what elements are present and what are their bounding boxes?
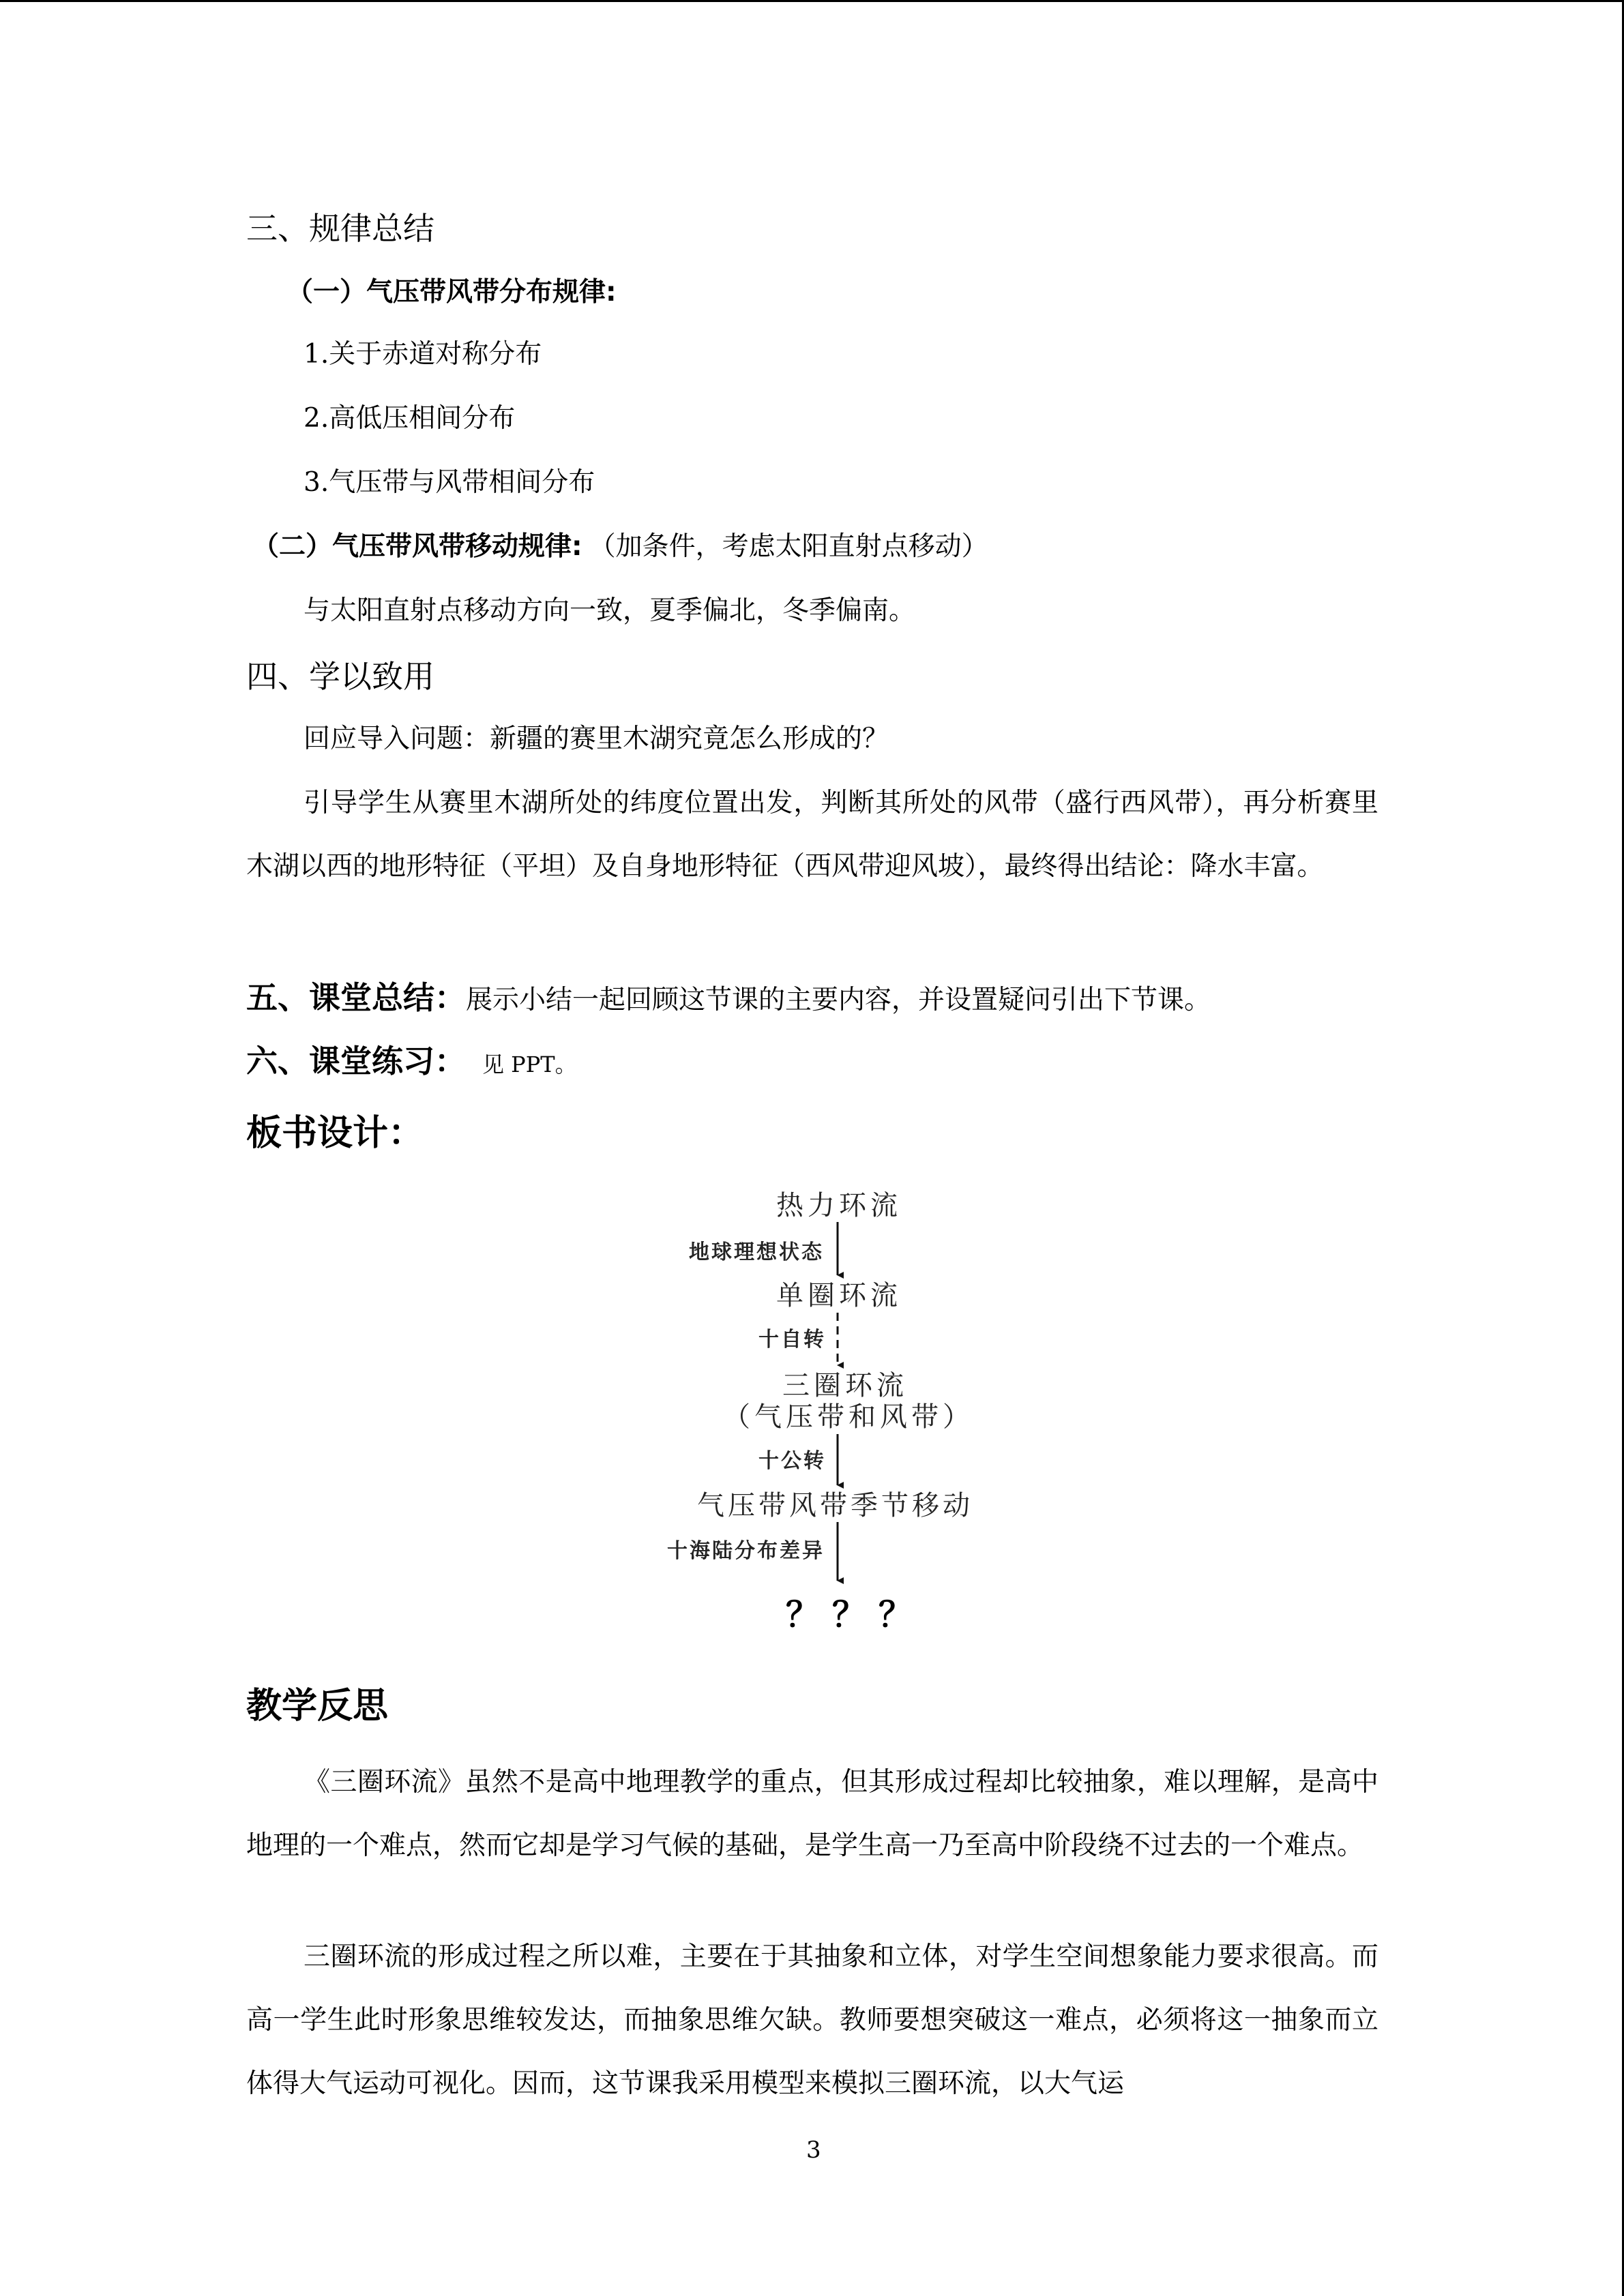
board-heading: 板书设计： [246,1113,424,1154]
diagram-label-ideal-earth: 地球理想状态 [689,1240,824,1264]
diagram-label-rotation: 十自转 [758,1328,826,1352]
diagram-node-single-cell: 单圈环流 [776,1280,902,1311]
diagram-label-revolution: 十公转 [758,1449,826,1473]
section3-sub2-label: （二）气压带风带移动规律: [252,531,582,562]
section3-sub2-note: （加条件，考虑太阳直射点移动） [589,531,988,562]
diagram-question-marks: ？？？ [786,1594,925,1635]
section5-heading: 五、课堂总结： [246,979,466,1016]
section5-text: 展示小结一起回顾这节课的主要内容，并设置疑问引出下节课。 [466,985,1211,1015]
diagram-node-thermal-circulation: 热力环流 [776,1190,902,1221]
reflection-paragraph-1: 《三圈环流》虽然不是高中地理教学的重点，但其形成过程却比较抽象，难以理解，是高中地理的一个难点，然而它却是学习气候的基础，是学生高一乃至高中阶段绕不过去的一个难点。 [246,1767,1378,1861]
section3-item-2: 2.高低压相间分布 [304,403,516,434]
diagram-node-seasonal-shift: 气压带风带季节移动 [697,1490,973,1521]
section3-heading: 三、规律总结 [246,210,434,247]
section6-heading: 六、课堂练习： [246,1043,466,1079]
section3-item-3: 3.气压带与风带相间分布 [304,467,595,498]
section4-heading: 四、学以致用 [246,658,434,695]
section6-text: 见 PPT。 [482,1052,577,1077]
section3-sub2-body: 与太阳直射点移动方向一致，夏季偏北，冬季偏南。 [304,595,916,626]
section3-sub1: （一）气压带风带分布规律: [286,277,617,308]
diagram-node-pressure-wind-belts: （气压带和风带） [723,1401,974,1433]
section4-paragraph: 引导学生从赛里木湖所处的纬度位置出发，判断其所处的风带（盛行西风带），再分析赛里木湖以西的地形特征（平坦）及自身地形特征（西风带迎风坡），最终得出结论：降水丰富。 [246,788,1378,882]
reflection-paragraph-2: 三圈环流的形成过程之所以难，主要在于其抽象和立体，对学生空间想象能力要求很高。而高一学生此时形象思维较发达，而抽象思维欠缺。教师要想突破这一难点，必须将这一抽象而立体得大气运动可视化。因而，这节课我采用模型来模拟三圈环流，以大气运 [246,1941,1378,2099]
section4-line1: 回应导入问题：新疆的赛里木湖究竟怎么形成的？ [304,724,889,754]
reflection-heading: 教学反思 [246,1686,389,1727]
page-number: 3 [806,2136,821,2164]
diagram-node-three-cell: 三圈环流 [782,1370,908,1401]
diagram-label-land-sea: 十海陆分布差异 [667,1539,825,1563]
section3-item-1: 1.关于赤道对称分布 [304,339,542,370]
